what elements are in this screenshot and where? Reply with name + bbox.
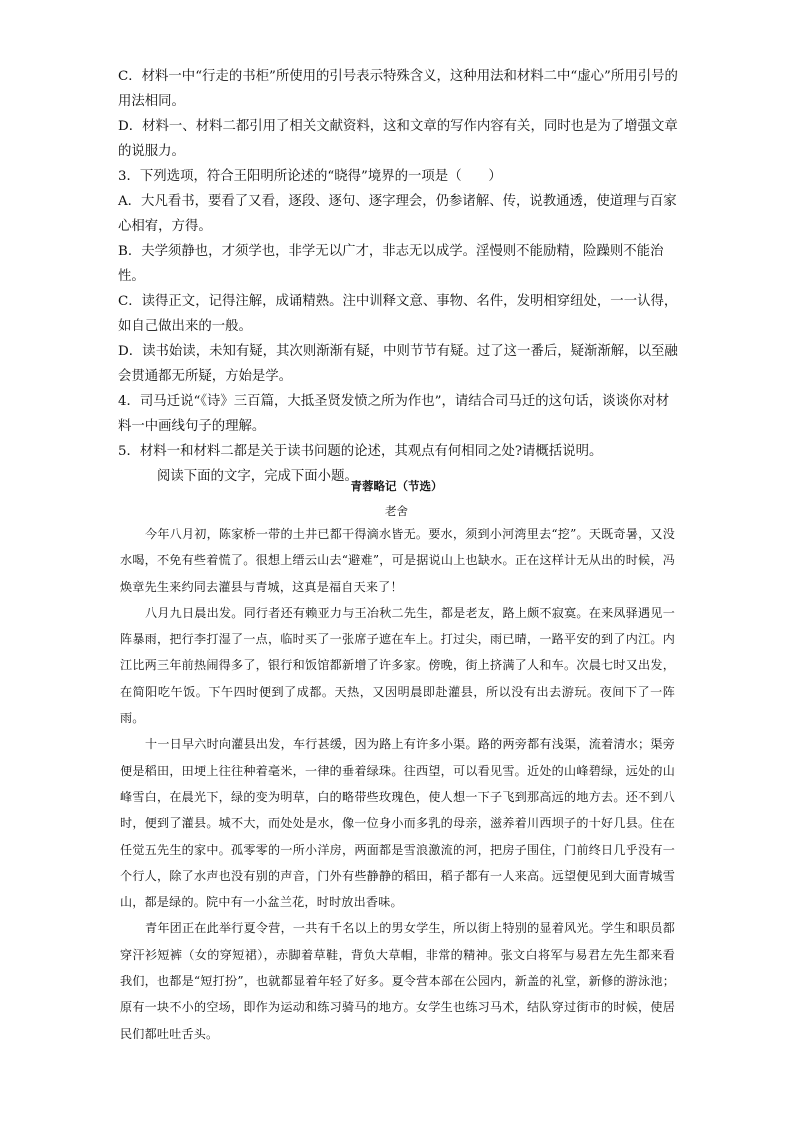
option-c-material-compare: C．材料一中“行走的书柜”所使用的引号表示特殊含义，这种用法和材料二中“虚心”所用引号的用法相同。 xyxy=(118,69,678,109)
reading-instruction: 阅读下面的文字，完成下面小题。 xyxy=(157,469,358,484)
essay-paragraph: 八月九日晨出发。同行者还有赖亚力与王冶秋二先生，都是老友，路上颇不寂寞。在来凤驿遇见一阵暴雨，把行李打湿了一点，临时买了一张席子遮在车上。打过尖，雨已晴，一路平安的到了内江。内江比两三年前热闹得多了，银行和饭馆都新增了许多家。傍晚，街上挤满了人和车。次晨七时又出发，在简阳吃午饭。下午四时便到了成都。天热，又因明晨即赴灌县，所以没有出去游玩。夜间下了一阵雨。 xyxy=(120,605,675,726)
question-4: 4．司马迁说“《诗》三百篇，大抵圣贤发愤之所为作也”，请结合司马迁的这句话，谈谈你对材料一中画线句子的理解。 xyxy=(118,394,670,434)
option-d-material-compare: D．材料一、材料二都引用了相关文献资料，这和文章的写作内容有关，同时也是为了增强文章的说服力。 xyxy=(118,119,678,159)
question-3-option-b: B．夫学须静也，才须学也，非学无以广才，非志无以成学。淫慢则不能励精，险躁则不能治性。 xyxy=(118,244,664,284)
essay-body xyxy=(120,521,675,1047)
essay-author: 老舍 xyxy=(385,504,408,518)
question-5: 5．材料一和材料二都是关于读书问题的论述，其观点有何相同之处?请概括说明。 xyxy=(118,444,603,459)
question-3-stem: 3．下列选项，符合王阳明所论述的“晓得”境界的一项是（ ） xyxy=(118,169,502,184)
essay-title: 青蓉略记（节选） xyxy=(350,479,443,493)
question-3-option-c: C．读得正文，记得注解，成诵精熟。注中训释文意、事物、名件，发明相穿纽处，一一认得，如自己做出来的一般。 xyxy=(118,294,678,334)
essay-paragraph: 今年八月初，陈家桥一带的土井已都干得滴水皆无。要水，须到小河湾里去“挖”。天既奇暑，又没水喝，不免有些着慌了。很想上缙云山去“避难”，可是据说山上也缺水。正在这样计无从出的时候，冯焕章先生来约同去灌县与青城，这真是福自天来了！ xyxy=(120,527,675,594)
essay-paragraph: 十一日早六时向灌县出发，车行甚缓，因为路上有许多小渠。路的两旁都有浅渠，流着清水；渠旁便是稻田，田埂上往往种着毫米，一律的垂着绿珠。往西望，可以看见雪。近处的山峰碧绿，远处的山峰雪白，在晨光下，绿的变为明草，白的略带些玫瑰色，使人想一下子飞到那高远的地方去。还不到八时，便到了灌县。城不大，而处处是水，像一位身小而多乳的母亲，滋养着川西坝子的十好几县。住在任觉五先生的家中。孤零零的一所小洋房，两面都是雪浪激流的河，把房子围住，门前终日几乎没有一个行人，除了水声也没有别的声音，门外有些静静的稻田，稻子都有一人来高。远望便见到大面青城雪山，都是绿的。院中有一小盆兰花，时时放出香味。 xyxy=(120,737,675,910)
question-3-option-d: D．读书始读，未知有疑，其次则渐渐有疑，中则节节有疑。过了这一番后，疑渐渐解，以至融会贯通都无所疑，方始是学。 xyxy=(118,344,678,384)
questions-section xyxy=(118,64,678,489)
essay-paragraph: 青年团正在此举行夏令营，一共有千名以上的男女学生，所以街上特别的显着风光。学生和职员都穿汗衫短裤（女的穿短裙），赤脚着草鞋，背负大草帽，非常的精神。张文白将军与易君左先生都来看我们，也都是“短打扮”，也就都显着年轻了好多。夏令营本部在公园内，新盖的礼堂，新修的游泳池；原有一块不小的空场，即作为运动和练习骑马的地方。女学生也练习马术，结队穿过街市的时候，使居民们都吐吐舌头。 xyxy=(120,921,675,1041)
question-3-option-a: A．大凡看书，要看了又看，逐段、逐句、逐字理会，仍参诸解、传，说教通透，使道理与百家心相宥，方得。 xyxy=(118,194,677,234)
